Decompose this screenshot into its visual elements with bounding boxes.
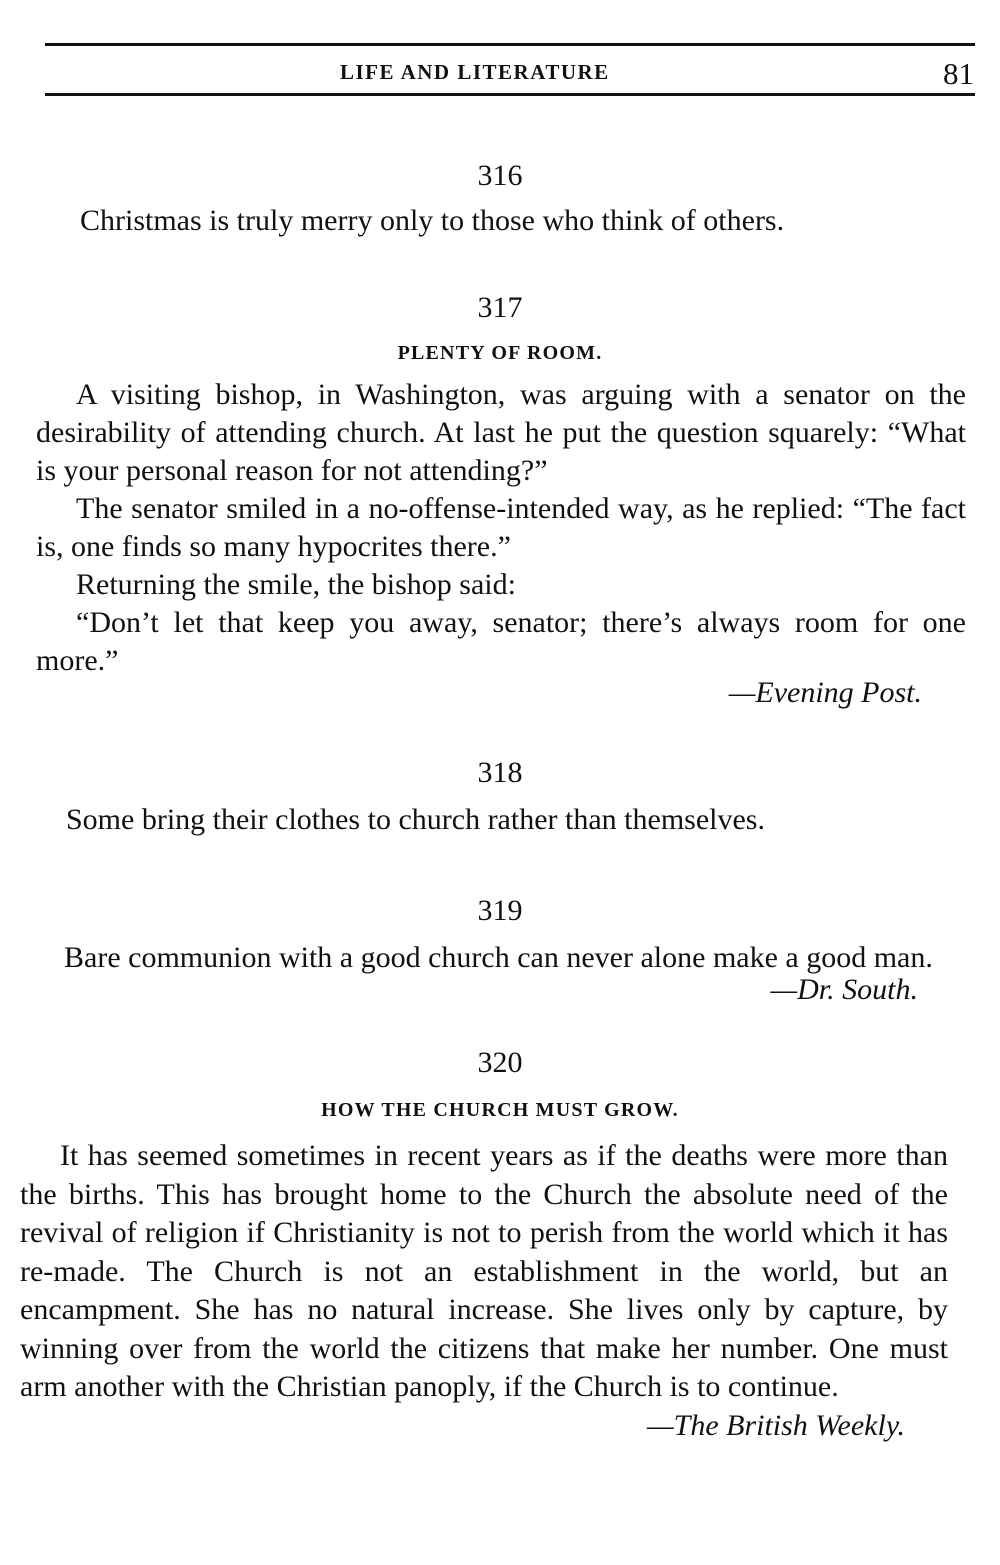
entry-paragraph: Returning the smile, the bishop said: (76, 568, 516, 601)
entry-number: 319 (477, 894, 523, 927)
entry-paragraph: A visiting bishop, in Washington, was arguing with a senator on the desirability of attending church. At last he put the question squarely: “What is your personal reason for not attending?” (36, 378, 966, 487)
entry-318 (0, 755, 1000, 839)
entry-number: 316 (477, 159, 523, 192)
entry-paragraph: Bare communion with a good church can never alone make a good man. (64, 941, 933, 974)
entry-paragraph: It has seemed sometimes in recent years as if the deaths were more than the births. This has brought home to the Church the absolute need of the revival of religion if Christianity is not to perish from the world which it has re-made. The Church is not an establishment in the world, but an encampment. She has no natural increase. She lives only by capture, by winning over from the world the citizens that make her number. One must arm another with the Christian panoply, if the Church is to continue. (20, 1139, 948, 1403)
entry-paragraph: Christmas is truly merry only to those who think of others. (80, 204, 785, 237)
entry-heading: HOW THE CHURCH MUST GROW. (321, 1099, 679, 1121)
entry-attribution: —Evening Post. (728, 676, 922, 709)
page-number: 81 (943, 56, 974, 91)
entry-attribution: —Dr. South. (770, 973, 918, 1006)
entry-number: 320 (477, 1046, 523, 1079)
entry-number: 318 (477, 756, 523, 789)
entry-attribution: —The British Weekly. (646, 1408, 905, 1442)
entry-paragraph: The senator smiled in a no-offense-intended way, as he replied: “The fact is, one finds so many hypocrites there.” (36, 492, 966, 563)
entry-heading: PLENTY OF ROOM. (397, 342, 603, 364)
header-rule-bottom (45, 93, 975, 96)
entry-320 (0, 1045, 1000, 1445)
header-rule-top (45, 43, 975, 46)
entry-number: 317 (477, 291, 523, 324)
entry-317 (0, 290, 1000, 712)
entry-316 (0, 158, 1000, 240)
entry-319 (0, 893, 1000, 1009)
running-title: LIFE AND LITERATURE (340, 60, 610, 84)
entry-paragraph: Some bring their clothes to church rather than themselves. (66, 803, 765, 836)
entry-paragraph: “Don’t let that keep you away, senator; there’s always room for one more.” (36, 606, 966, 677)
